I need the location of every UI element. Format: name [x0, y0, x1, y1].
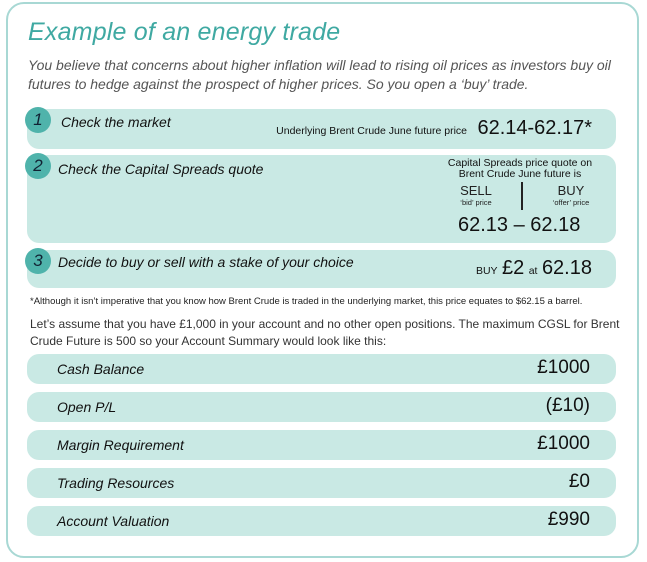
summary-row-account-valuation	[27, 506, 616, 536]
trade-price: 62.18	[541, 257, 592, 279]
summary-value: £990	[547, 509, 590, 530]
step-1-number: 1	[25, 107, 51, 133]
trade-stake: £2	[502, 257, 525, 279]
summary-row-trading-resources	[27, 468, 616, 498]
summary-label: Cash Balance	[57, 361, 145, 377]
trade-line	[476, 257, 592, 280]
sell-label: SELL	[460, 183, 492, 198]
step-3-label: Decide to buy or sell with a stake of your choice	[58, 254, 354, 270]
quote-value: 62.13 – 62.18	[458, 214, 581, 236]
sell-block	[448, 184, 504, 208]
buy-label: BUY	[557, 183, 585, 198]
step-3-number: 3	[25, 248, 51, 274]
summary-row-cash-balance	[27, 354, 616, 384]
step-1-label: Check the market	[61, 114, 171, 130]
footnote: *Although it isn’t imperative that you know how Brent Crude is traded in the underlying market, this price equates to $62.15 a barrel.	[30, 296, 583, 307]
summary-value: £0	[568, 471, 590, 492]
step-2-number: 2	[25, 153, 51, 179]
underlying-price-label: Underlying Brent Crude June future price	[276, 125, 467, 137]
step-2-box	[27, 155, 616, 243]
summary-label: Trading Resources	[57, 475, 175, 491]
buy-block	[543, 184, 599, 208]
buy-sublabel: ‘offer’ price	[552, 198, 590, 207]
step-1-box	[27, 109, 616, 149]
quote-heading-line-1: Capital Spreads price quote on	[447, 157, 593, 169]
step-3-box	[27, 250, 616, 288]
summary-row-margin-requirement	[27, 430, 616, 460]
summary-label: Account Valuation	[57, 513, 170, 529]
quote-heading-line-2: Brent Crude June future is	[458, 168, 582, 180]
intro-text: You believe that concerns about higher inflation will lead to rising oil prices as investors buy oil futures to hedge against the prospect of higher prices. So you open a ‘buy’ trade.	[28, 57, 611, 92]
step-2-label: Check the Capital Spreads quote	[58, 161, 264, 177]
summary-value: (£10)	[545, 395, 590, 416]
page-title: Example of an energy trade	[28, 18, 341, 46]
summary-label: Margin Requirement	[57, 437, 184, 453]
summary-value: £1000	[537, 357, 590, 378]
quote-heading	[447, 158, 593, 180]
quote-divider	[521, 182, 523, 210]
underlying-price-value: 62.14-62.17*	[477, 117, 592, 139]
underlying-price-line	[276, 117, 592, 140]
summary-value: £1000	[537, 433, 590, 454]
sell-sublabel: ‘bid’ price	[460, 198, 492, 207]
trade-buy-word: BUY	[475, 265, 498, 277]
trade-at-word: at	[528, 265, 538, 277]
account-paragraph: Let’s assume that you have £1,000 in your account and no other open positions. The maximum CGSL for Brent Crude Future is 500 so your Account Summary would look like this:	[30, 317, 620, 348]
summary-row-open-pl	[27, 392, 616, 422]
summary-label: Open P/L	[57, 399, 117, 415]
